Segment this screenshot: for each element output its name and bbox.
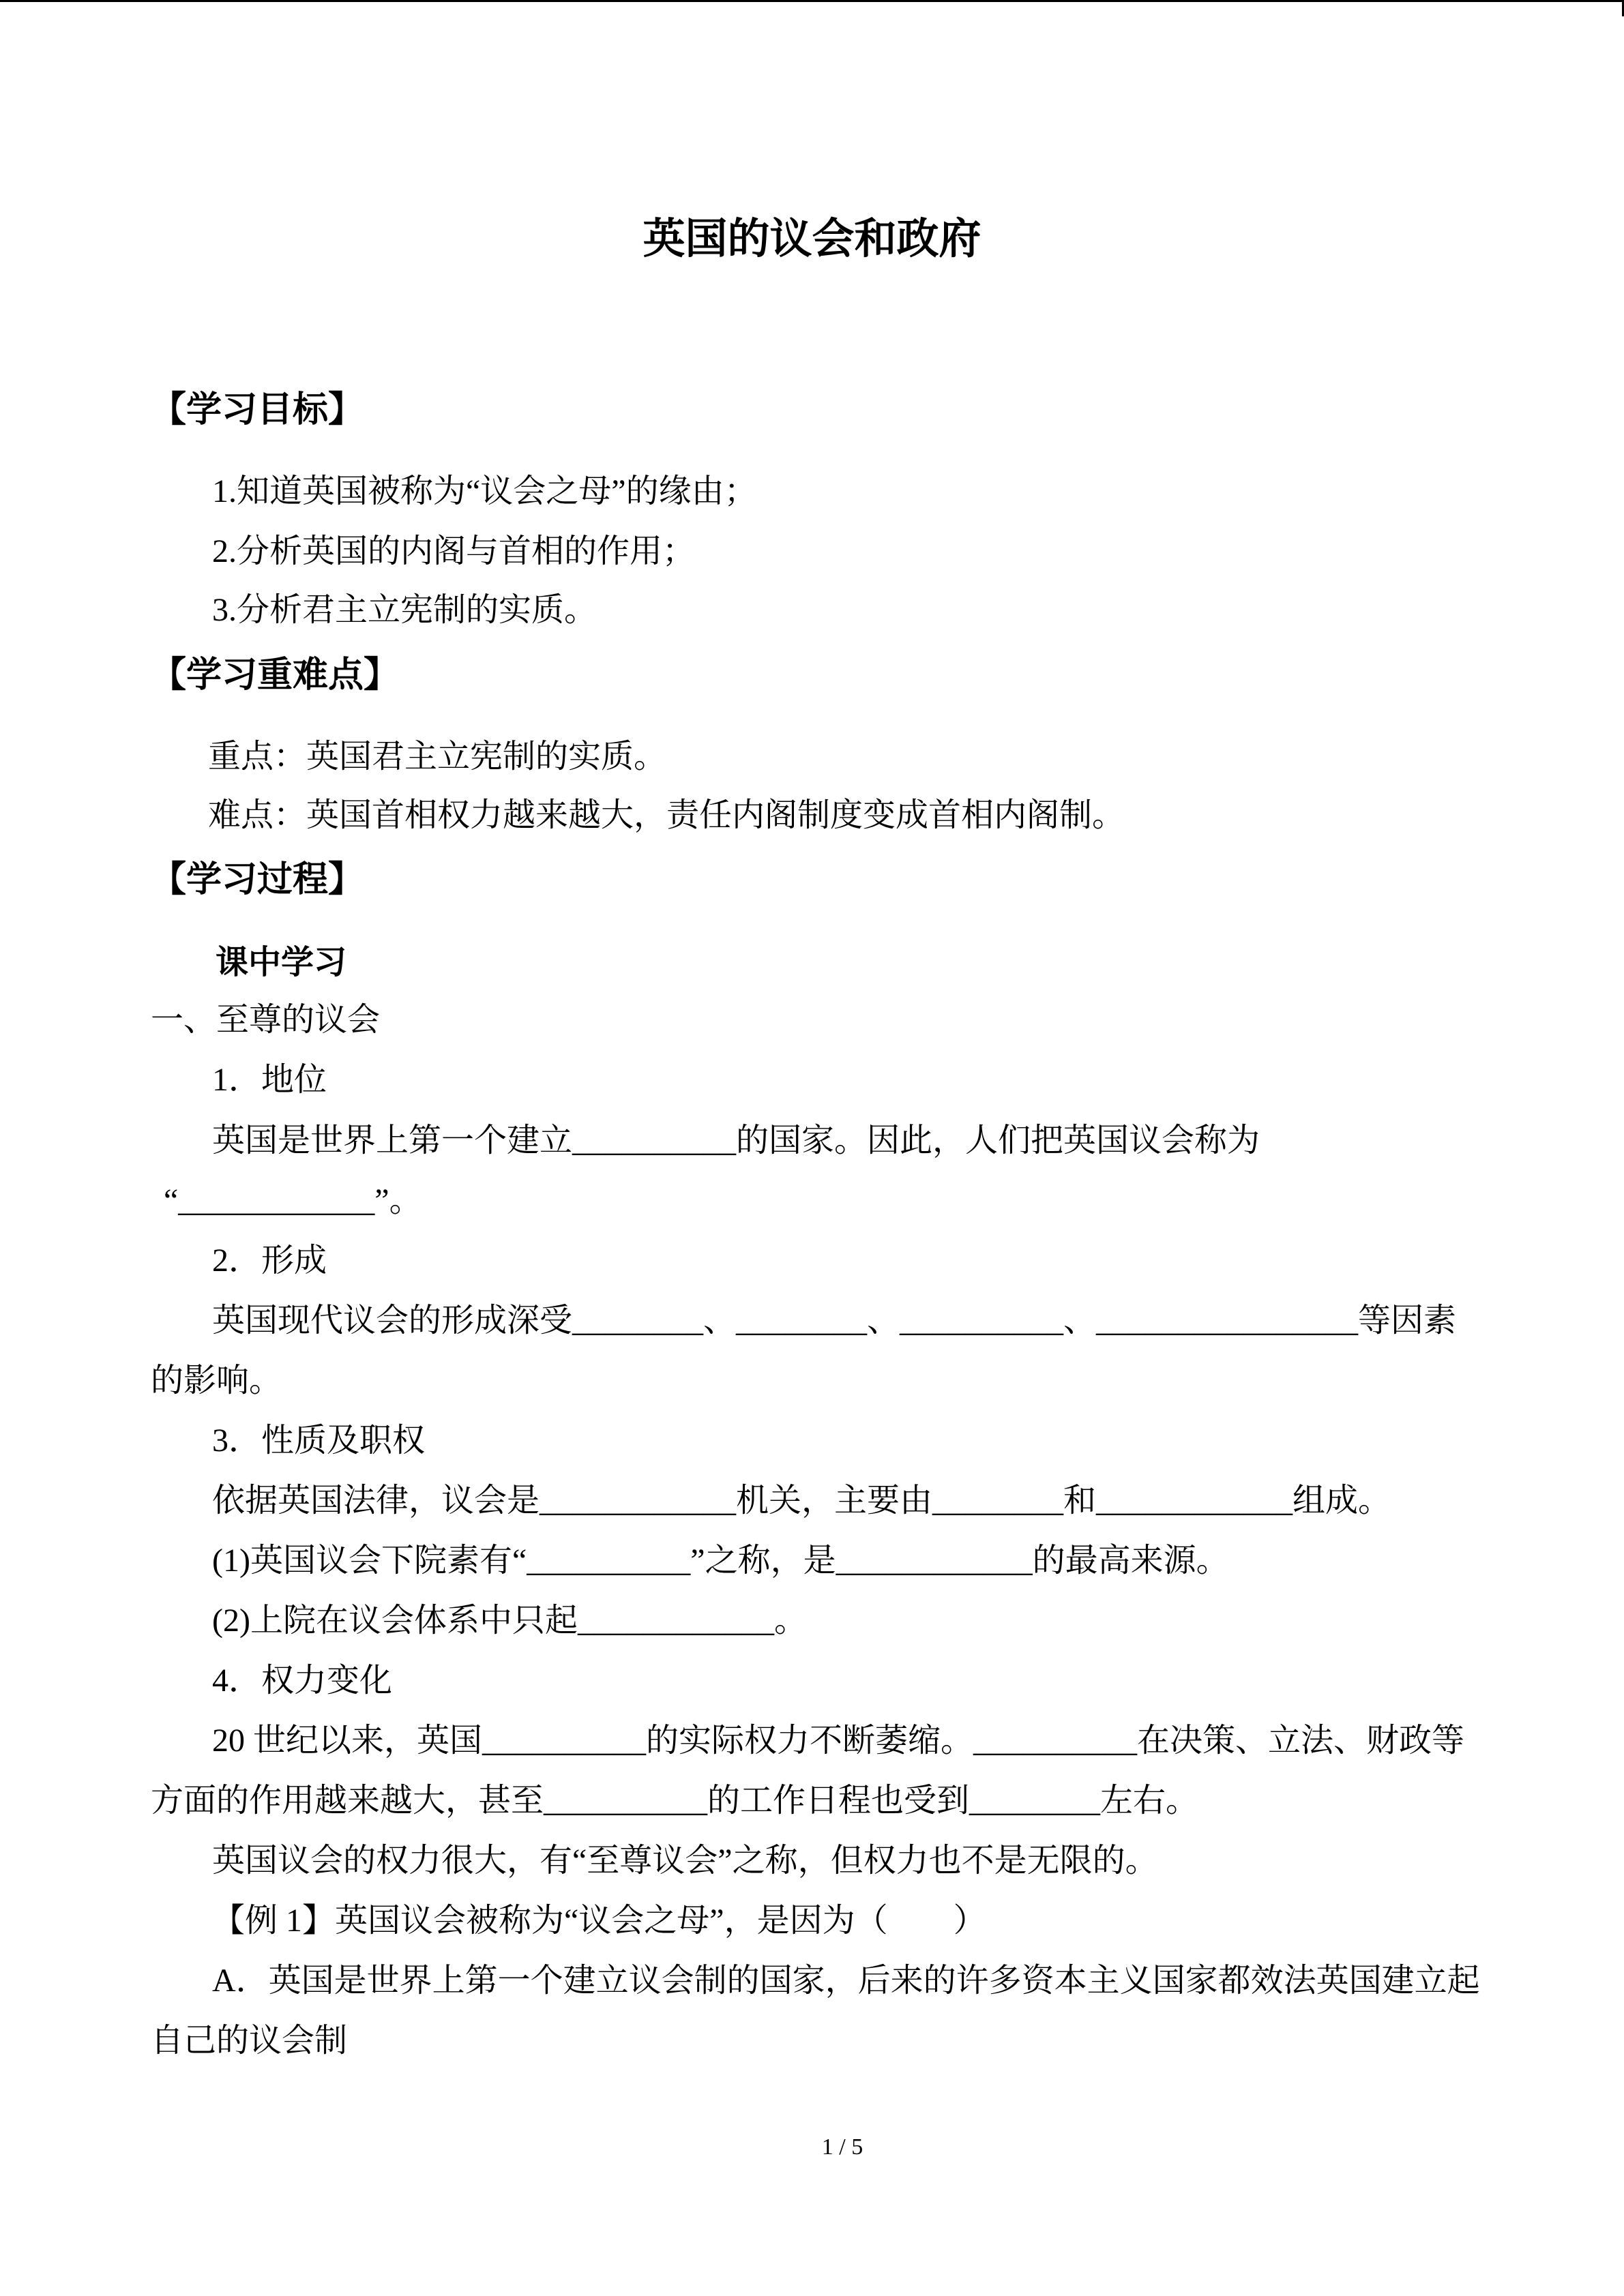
difficult-point-text: 难点：英国首相权力越来越大，责任内阁制度变成首相内阁制。	[208, 797, 1125, 833]
page-top-border	[0, 0, 1624, 2]
fill-in-line: 20 世纪以来，英国__________的实际权力不断萎缩。__________在决策、立法、财政等	[212, 1723, 1465, 1759]
page-number: 1 / 5	[821, 2134, 863, 2160]
document-title: 英国的议会和政府	[643, 213, 981, 263]
fill-in-line: 英国现代议会的形成深受________、________、__________、________________等因素	[212, 1302, 1457, 1339]
subheading-in-class-study: 课中学习	[216, 943, 347, 981]
objective-item: 3.分析君主立宪制的实质。	[212, 592, 597, 628]
section-heading-process: 【学习过程】	[151, 859, 364, 900]
unit-title: 一、至尊的议会	[151, 1002, 381, 1038]
option-a-line: A．英国是世界上第一个建立议会制的国家，后来的许多资本主义国家都效法英国建立起	[212, 1963, 1480, 1999]
fill-in-line: (1)英国议会下院素有“__________”之称，是____________的最高来源。	[212, 1542, 1229, 1579]
fill-in-line: 英国是世界上第一个建立__________的国家。因此，人们把英国议会称为	[212, 1122, 1260, 1159]
subsection-heading-formation: 2．形成	[212, 1242, 327, 1279]
fill-in-line: “____________”。	[164, 1182, 422, 1219]
option-a-line: 自己的议会制	[151, 2023, 348, 2059]
key-point-text: 重点：英国君主立宪制的实质。	[208, 739, 667, 775]
fill-in-line: 的影响。	[151, 1362, 282, 1399]
objective-item: 1.知道英国被称为“议会之母”的缘由；	[212, 473, 757, 509]
fill-in-line: (2)上院在议会体系中只起____________。	[212, 1602, 807, 1639]
objective-item: 2.分析英国的内阁与首相的作用；	[212, 533, 696, 569]
section-heading-objectives: 【学习目标】	[151, 389, 364, 430]
fill-in-line: 依据英国法律，议会是____________机关，主要由________和____________组成。	[212, 1482, 1391, 1519]
fill-in-line: 方面的作用越来越大，甚至__________的工作日程也受到________左右。	[151, 1783, 1199, 1819]
subsection-heading-power-change: 4．权力变化	[212, 1663, 393, 1699]
subsection-heading-nature: 3．性质及职权	[212, 1422, 426, 1459]
section-heading-key-points: 【学习重难点】	[151, 655, 400, 696]
paragraph-text: 英国议会的权力很大，有“至尊议会”之称，但权力也不是无限的。	[212, 1843, 1158, 1879]
example-question: 【例 1】英国议会被称为“议会之母”，是因为（ ）	[212, 1903, 986, 1939]
subsection-heading-status: 1．地位	[212, 1062, 327, 1098]
